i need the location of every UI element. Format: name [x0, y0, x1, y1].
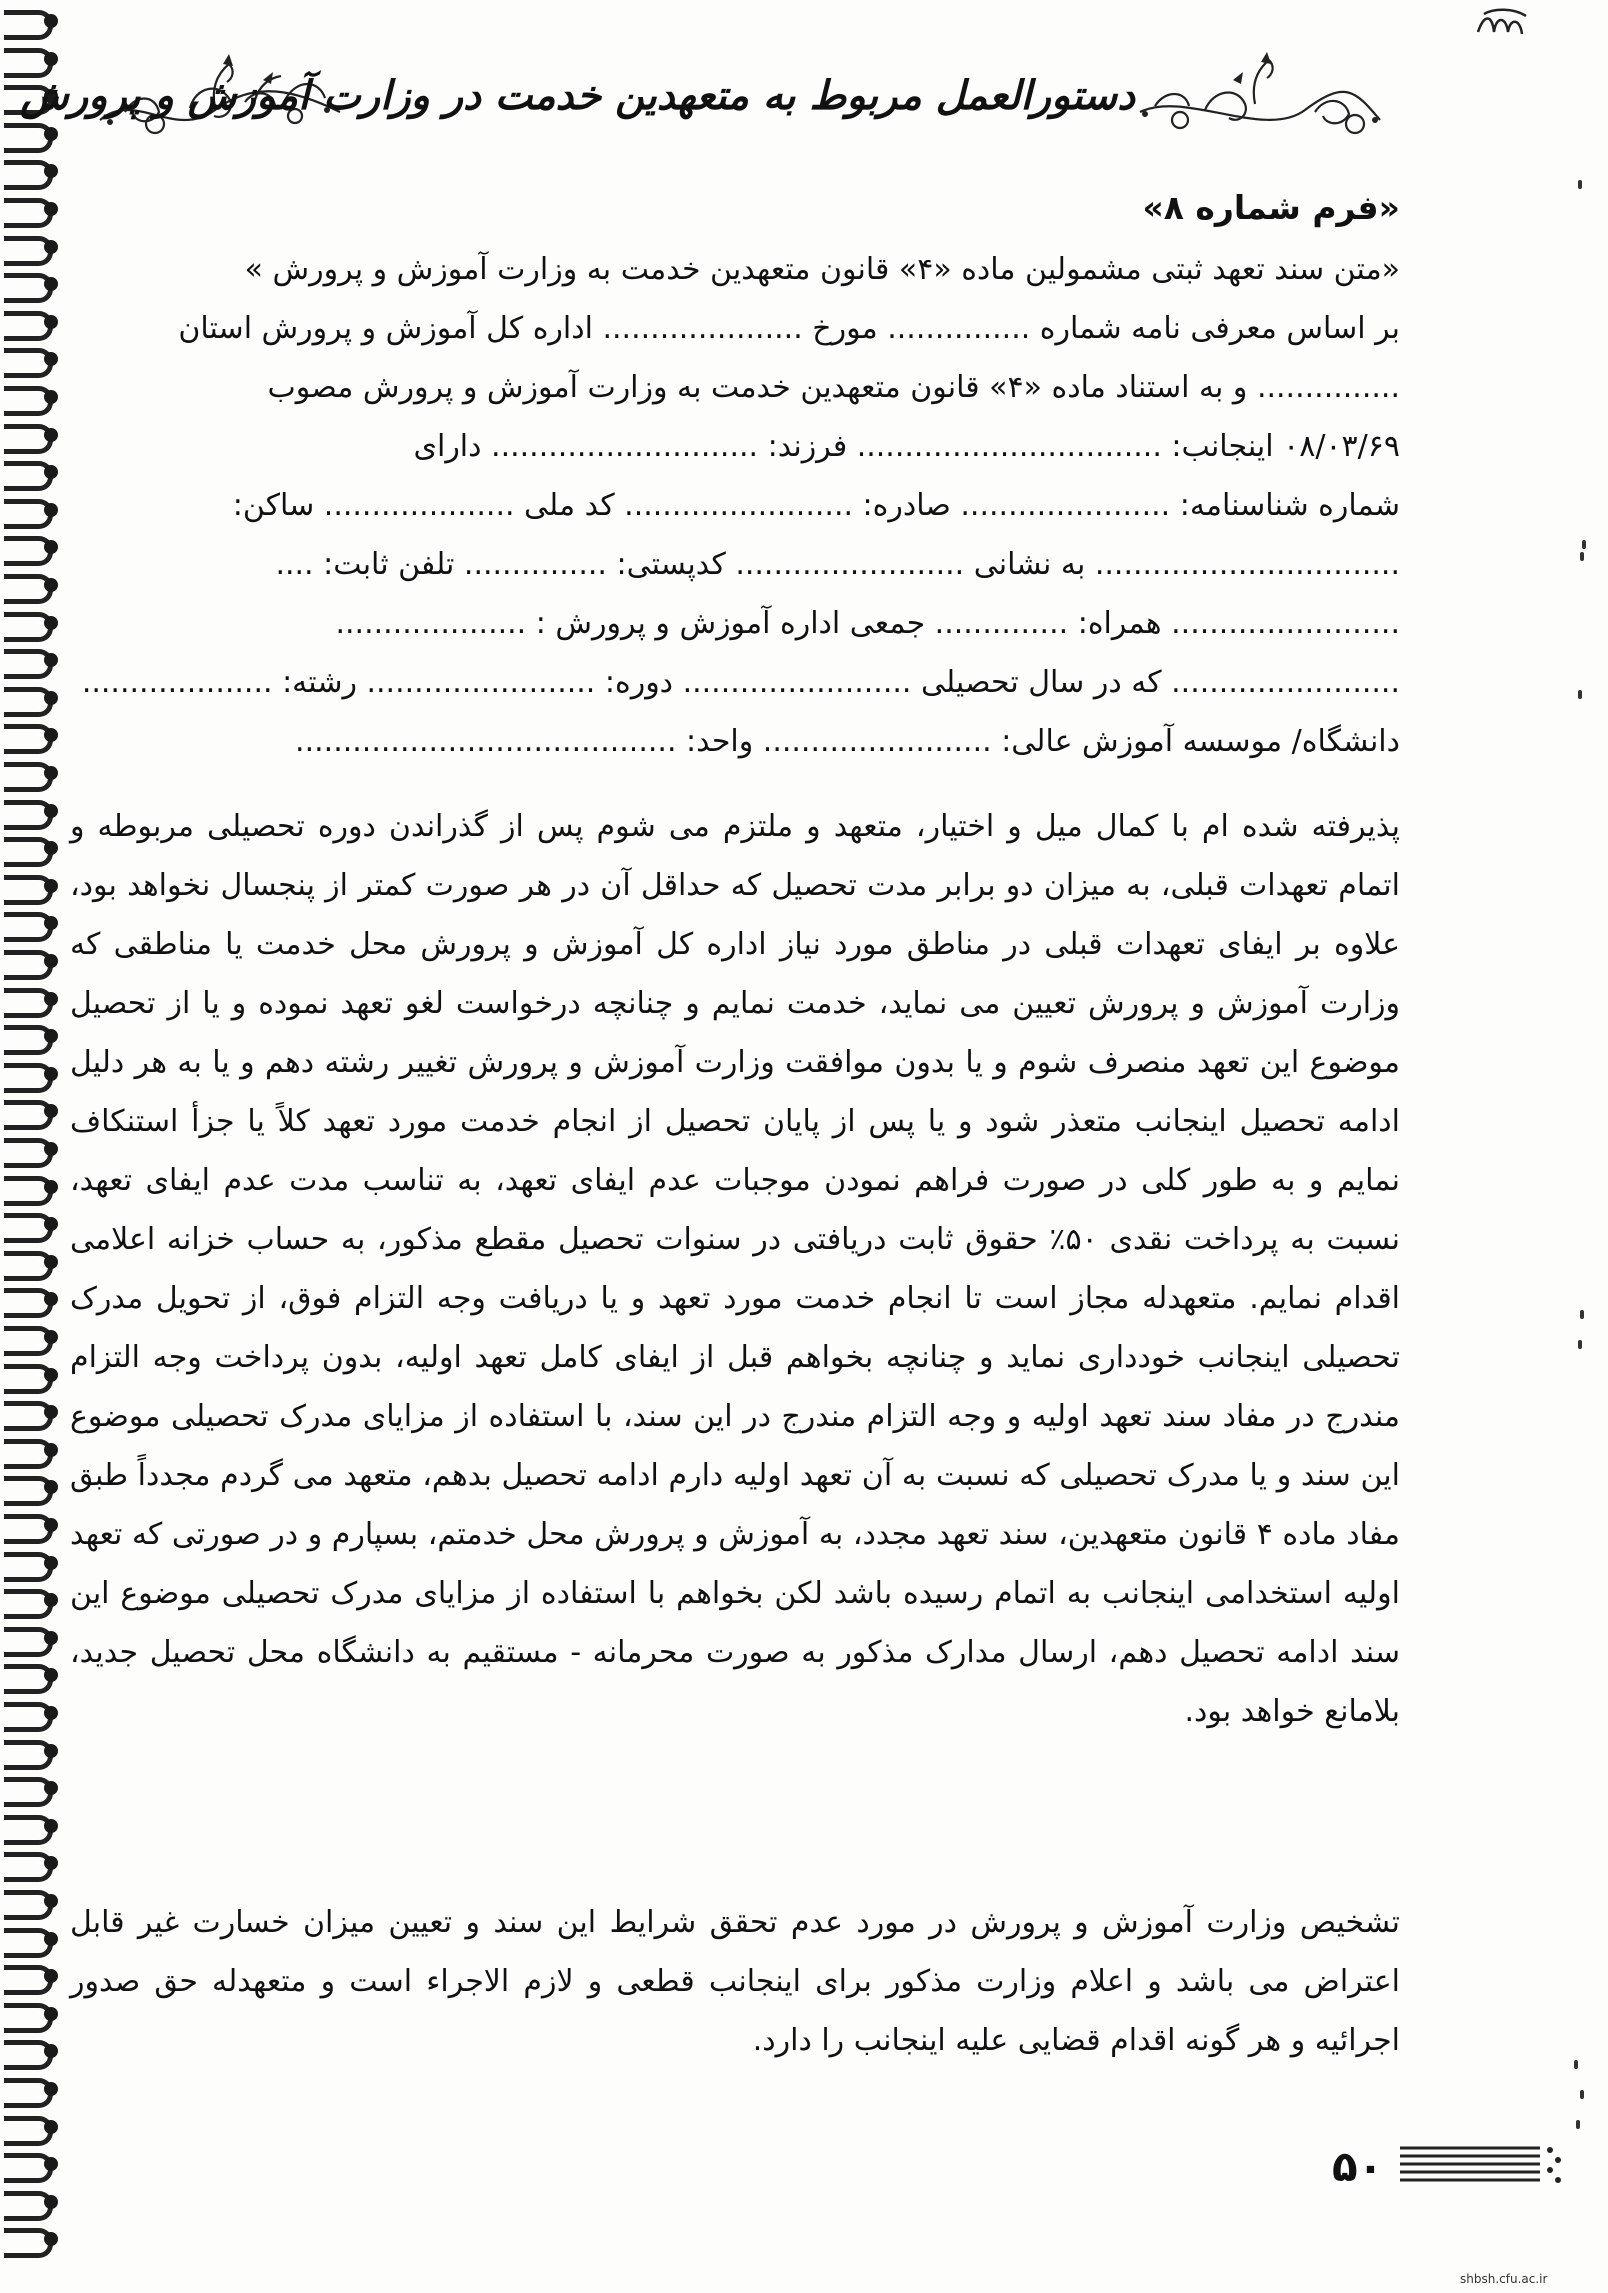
- binding-ring: [4, 687, 56, 713]
- binding-ring: [4, 988, 56, 1014]
- binding-ring: [4, 724, 56, 750]
- binding-ring: [4, 1890, 56, 1916]
- binding-ring: [4, 875, 56, 901]
- field-line-introduction-letter: بر اساس معرفی نامه شماره ............... مورخ ..................... اداره کل آموزش و پرورش استان: [178, 311, 1400, 346]
- binding-ring: [4, 1176, 56, 1202]
- binding-ring: [4, 1740, 56, 1766]
- binding-hole: [44, 1894, 58, 1908]
- scan-mark: [1578, 180, 1582, 189]
- binding-ring: [4, 1401, 56, 1427]
- binding-hole: [44, 1631, 58, 1645]
- binding-ring: [4, 1965, 56, 1991]
- field-line-id-number: شماره شناسنامه: ...................... صادره: ........................ کد ملی .................... ساکن:: [232, 488, 1400, 523]
- binding-ring: [4, 1552, 56, 1578]
- binding-ring: [4, 1213, 56, 1239]
- scan-mark: [1580, 1310, 1584, 1319]
- binding-ring: [4, 1063, 56, 1089]
- binding-ring: [4, 2116, 56, 2142]
- binding-ring: [4, 1777, 56, 1803]
- binding-hole: [44, 1067, 58, 1081]
- binding-ring: [4, 499, 56, 525]
- binding-hole: [44, 1969, 58, 1983]
- binding-hole: [44, 2195, 58, 2209]
- binding-hole: [44, 1480, 58, 1494]
- binding-ring: [4, 612, 56, 638]
- binding-ring: [4, 236, 56, 262]
- binding-ring: [4, 1138, 56, 1164]
- binding-hole: [44, 1029, 58, 1043]
- binding-ring: [4, 1364, 56, 1390]
- binding-hole: [44, 841, 58, 855]
- binding-hole: [44, 240, 58, 254]
- binding-hole: [44, 1668, 58, 1682]
- binding-ring: [4, 2228, 56, 2254]
- binding-ring: [4, 1326, 56, 1352]
- binding-ring: [4, 2153, 56, 2179]
- binding-hole: [44, 1706, 58, 1720]
- field-line-statement: «متن سند تعهد ثبتی مشمولین ماده «۴» قانون متعهدین خدمت به وزارت آموزش و پرورش »: [244, 252, 1400, 287]
- binding-ring: [4, 1251, 56, 1277]
- binding-hole: [44, 2157, 58, 2171]
- binding-ring: [4, 10, 56, 36]
- binding-ring: [4, 536, 56, 562]
- header-title: دستورالعمل مربوط به متعهدین خدمت در وزارت آموزش و پرورش: [20, 72, 1135, 119]
- binding-hole: [44, 127, 58, 141]
- binding-hole: [44, 1255, 58, 1269]
- commitment-paragraph: پذیرفته شده ام با کمال میل و اختیار، متعهد و ملتزم می شوم پس از گذراندن دوره تحصیلی مربوطه و اتمام تعهدات قبلی، به میزان دو برابر مدت تحصیل که حداقل آن در هر صورت کمتر از پنجسال نخواهد بود، علاوه بر ایفای تعهدات قبلی در مناطق مورد نیاز اداره کل آموزش و پرورش محل خدمت یا مناطقی که وزارت آموزش و پرورش تعیین می نماید، خدمت نمایم و چنانچه درخواست لغو تعهد نموده و یا از تحصیل موضوع این تعهد منصرف شوم و یا بدون موافقت وزارت آموزش و پرورش تغییر رشته دهم و یا به هر دلیل ادامه تحصیل اینجانب متعذر شود و یا پس از پایان تحصیل از انجام خدمت مورد تعهد کلاً یا جزأ استنکاف نمایم و به طور کلی در صورت فراهم نمودن موجبات عدم ایفای تعهد، به تناسب مدت عدم ایفای تعهد، نسبت به پرداخت نقدی ۵۰٪ حقوق ثابت دریافتی در سنوات تحصیل مقطع مذکور، به حساب خزانه اعلامی اقدام نمایم. متعهدله مجاز است تا انجام خدمت مورد تعهد و یا دریافت وجه التزام فوق، از تحویل مدرک تحصیلی اینجانب خودداری نماید و چنانچه بخواهم قبل از ایفای کامل تعهد اولیه، بدون پرداخت وجه التزام مندرج در مفاد سند تعهد اولیه و وجه التزام مندرج در این سند، با استفاده از مزایای مدرک تحصیلی موضوع این سند و یا مدرک تحصیلی که نسبت به آن تعهد اولیه دارم ادامه تحصیل بدهم، متعهد می گردم مجدداً طبق مفاد ماده ۴ قانون متعهدین، سند تعهد مجدد، به آموزش و پرورش محل خدمتم، بسپارم و در صورتی که تعهد اولیه استخدامی اینجانب به اتمام رسیده باشد لکن بخواهم با استفاده از مزایای مدرک تحصیلی موضوع این سند ادامه تحصیل دهم، ارسال مدارک مذکور به صورت محرمانه - مستقیم به دانشگاه محل تحصیل جدید، بلامانع خواهد بود.: [70, 809, 1400, 1729]
- binding-hole: [44, 1405, 58, 1419]
- page-header: [20, 40, 1525, 150]
- page-number: ۵۰: [1332, 2142, 1384, 2191]
- binding-hole: [44, 2232, 58, 2246]
- binding-ring: [4, 1589, 56, 1615]
- binding-hole: [44, 2120, 58, 2134]
- binding-hole: [44, 728, 58, 742]
- binding-ring: [4, 1514, 56, 1540]
- binding-hole: [44, 390, 58, 404]
- ministry-determination-paragraph: تشخیص وزارت آموزش و پرورش در مورد عدم تحقق شرایط این سند و تعیین میزان خسارت غیر قابل اعتراض می باشد و اعلام وزارت مذکور برای اینجانب قطعی و لازم الاجراء است و متعهدله حق صدور اجرائیه و هر گونه اقدام قضایی علیه اینجانب را دارد.: [70, 1905, 1400, 2058]
- scan-mark: [1580, 552, 1584, 561]
- binding-ring: [4, 1664, 56, 1690]
- binding-hole: [44, 2007, 58, 2021]
- binding-hole: [44, 540, 58, 554]
- binding-hole: [44, 2044, 58, 2058]
- field-line-university: دانشگاه/ موسسه آموزش عالی: ........................ واحد: ........................................: [295, 724, 1400, 759]
- binding-hole: [44, 1556, 58, 1570]
- binding-hole: [44, 1104, 58, 1118]
- binding-hole: [44, 1217, 58, 1231]
- binding-ring: [4, 424, 56, 450]
- form-title: «فرم شماره ۸»: [1142, 188, 1400, 227]
- scan-mark: [1578, 1340, 1582, 1349]
- scan-mark: [1582, 540, 1586, 549]
- binding-ring: [4, 574, 56, 600]
- binding-hole: [44, 202, 58, 216]
- binding-hole: [44, 1368, 58, 1382]
- site-watermark: shbsh.cfu.ac.ir: [1460, 2272, 1548, 2286]
- field-line-address: ................................ به نشانی ........................ کدپستی: ............... تلفن ثابت: ....: [275, 547, 1400, 582]
- binding-ring: [4, 311, 56, 337]
- binding-hole: [44, 992, 58, 1006]
- binding-hole: [44, 1932, 58, 1946]
- binding-ring: [4, 273, 56, 299]
- binding-hole: [44, 277, 58, 291]
- binding-ring: [4, 950, 56, 976]
- scan-mark: [1580, 2090, 1584, 2099]
- binding-hole: [44, 766, 58, 780]
- field-line-name: ۰۸/۰۳/۶۹ اینجانب: ................................ فرزند: ............................ دارای: [413, 429, 1400, 464]
- scan-mark: [1574, 2060, 1578, 2069]
- binding-ring: [4, 1815, 56, 1841]
- binding-ring: [4, 1928, 56, 1954]
- binding-ring: [4, 1025, 56, 1051]
- binding-ring: [4, 1439, 56, 1465]
- binding-hole: [44, 804, 58, 818]
- binding-ring: [4, 1852, 56, 1878]
- binding-hole: [44, 691, 58, 705]
- field-line-mobile: ........................ همراه: .............. جمعی اداره آموزش و پرورش : ....................: [335, 606, 1400, 641]
- binding-ring: [4, 2078, 56, 2104]
- binding-ring: [4, 461, 56, 487]
- scan-mark: [1578, 690, 1582, 699]
- binding-hole: [44, 1518, 58, 1532]
- binding-ring: [4, 123, 56, 149]
- binding-ring: [4, 1627, 56, 1653]
- binding-ring: [4, 198, 56, 224]
- binding-ring: [4, 348, 56, 374]
- binding-ring: [4, 1288, 56, 1314]
- form-fields: [70, 240, 1400, 771]
- binding-hole: [44, 1819, 58, 1833]
- binding-ring: [4, 2191, 56, 2217]
- binding-ring: [4, 800, 56, 826]
- binding-hole: [44, 1292, 58, 1306]
- binding-ring: [4, 386, 56, 412]
- spiral-binding: [0, 10, 70, 2280]
- binding-hole: [44, 428, 58, 442]
- scan-mark: [1576, 2120, 1580, 2129]
- binding-hole: [44, 954, 58, 968]
- binding-hole: [44, 164, 58, 178]
- binding-ring: [4, 2003, 56, 2029]
- binding-hole: [44, 465, 58, 479]
- binding-hole: [44, 1781, 58, 1795]
- binding-hole: [44, 879, 58, 893]
- binding-hole: [44, 14, 58, 28]
- binding-ring: [4, 912, 56, 938]
- binding-hole: [44, 1443, 58, 1457]
- binding-hole: [44, 616, 58, 630]
- binding-hole: [44, 503, 58, 517]
- binding-ring: [4, 649, 56, 675]
- binding-hole: [44, 2082, 58, 2096]
- binding-ring: [4, 1702, 56, 1728]
- binding-ring: [4, 48, 56, 74]
- binding-hole: [44, 52, 58, 66]
- binding-hole: [44, 916, 58, 930]
- floral-ornament-right-icon: [1135, 50, 1385, 150]
- binding-hole: [44, 1180, 58, 1194]
- binding-hole: [44, 578, 58, 592]
- binding-ring: [4, 837, 56, 863]
- binding-hole: [44, 653, 58, 667]
- binding-hole: [44, 1142, 58, 1156]
- corner-ornament-icon: [1470, 2, 1540, 42]
- binding-hole: [44, 315, 58, 329]
- binding-ring: [4, 2040, 56, 2066]
- binding-hole: [44, 1856, 58, 1870]
- binding-ring: [4, 1100, 56, 1126]
- binding-hole: [44, 1593, 58, 1607]
- binding-ring: [4, 762, 56, 788]
- field-line-province: ............... و به استناد ماده «۴» قانون متعهدین خدمت به وزارت آموزش و پرورش مصوب: [267, 370, 1400, 405]
- binding-hole: [44, 1744, 58, 1758]
- field-line-education: ........................ که در سال تحصیلی ........................ دوره: ........................ رشته: ....................: [81, 665, 1400, 700]
- binding-hole: [44, 1330, 58, 1344]
- binding-ring: [4, 1476, 56, 1502]
- binding-ring: [4, 160, 56, 186]
- footer-rule-ornament-icon: [1400, 2138, 1580, 2194]
- binding-hole: [44, 352, 58, 366]
